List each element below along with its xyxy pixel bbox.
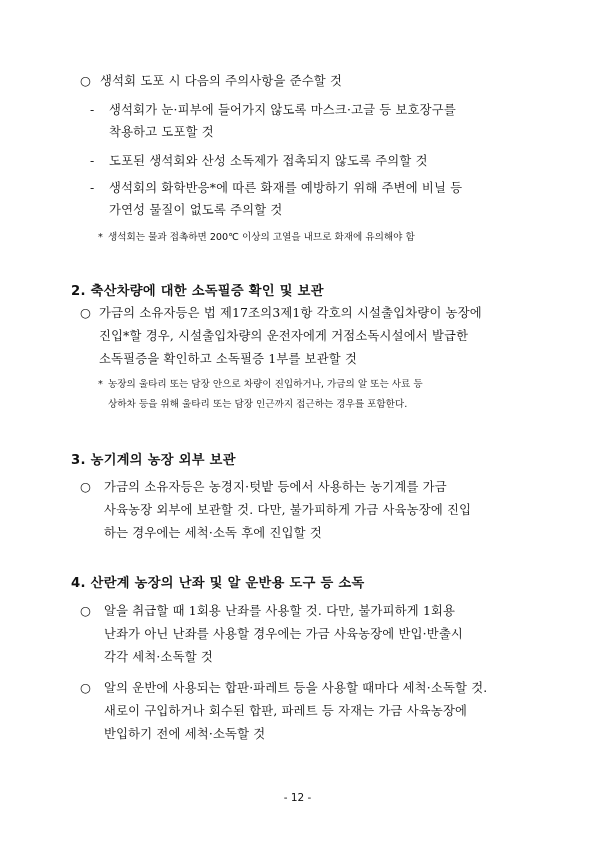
section4-item2-line3: 반입하기 전에 세척·소독할 것 [104,727,266,741]
section2-item-line3: 소독필증을 확인하고 소독필증 1부를 보관할 것 [99,352,358,366]
section4-item1-line2: 난좌가 아닌 난좌를 사용할 경우에는 가금 사육농장에 반입·반출시 [104,627,463,641]
section4-item1-line1: 알을 취급할 때 1회용 난좌를 사용할 것. 다만, 불가피하게 1회용 [104,604,456,618]
intro-sub3-line1: 생석회의 화학반응*에 따른 화재를 예방하기 위해 주변에 비닐 등 [109,181,463,195]
section4-item2-line2: 새로이 구입하거나 회수된 합판, 파레트 등 자재는 가금 사육농장에 [104,704,468,718]
dash-bullet: - [90,180,95,195]
circle-bullet: ○ [80,680,91,695]
dash-bullet: - [90,153,95,168]
section-heading-2: 2. 축산차량에 대한 소독필증 확인 및 보관 [71,284,324,299]
intro-note: 생석회는 물과 접촉하면 200℃ 이상의 고열을 내므로 화재에 유의해야 함 [108,232,415,243]
section2-note-line1: 농장의 울타리 또는 담장 안으로 차량이 진입하거나, 가금의 알 또는 사료 등 [108,379,423,390]
circle-bullet: ○ [80,305,91,320]
section2-note-line2: 상하차 등을 위해 울타리 또는 담장 인근까지 접근하는 경우를 포함한다. [108,399,408,410]
circle-bullet: ○ [80,73,91,88]
star-mark: * [98,232,103,243]
section-heading-3: 3. 농기계의 농장 외부 보관 [71,453,236,468]
section3-item-line3: 하는 경우에는 세척·소독 후에 진입할 것 [104,526,322,540]
section4-item1-line3: 각각 세척·소독할 것 [104,650,213,664]
page-number: - 12 - [283,792,312,804]
section-heading-4: 4. 산란계 농장의 난좌 및 알 운반용 도구 등 소독 [71,576,365,591]
circle-bullet: ○ [80,479,91,494]
star-mark: * [98,379,103,390]
section2-item-line1: 가금의 소유자등은 법 제17조의3제1항 각호의 시설출입차량이 농장에 [99,306,482,320]
circle-bullet: ○ [80,603,91,618]
section3-item-line2: 사육농장 외부에 보관할 것. 다만, 불가피하게 가금 사육농장에 진입 [104,503,472,517]
intro-sub1-line2: 착용하고 도포할 것 [109,125,214,139]
intro-sub1-line1: 생석회가 눈·피부에 들어가지 않도록 마스크·고글 등 보호장구를 [109,103,456,117]
intro-sub2: 도포된 생석회와 산성 소독제가 접촉되지 않도록 주의할 것 [109,154,428,168]
intro-item: 생석회 도포 시 다음의 주의사항을 준수할 것 [100,74,343,88]
section3-item-line1: 가금의 소유자등은 농경지·텃밭 등에서 사용하는 농기계를 가금 [104,480,447,494]
dash-bullet: - [90,102,95,117]
section4-item2-line1: 알의 운반에 사용되는 합판·파레트 등을 사용할 때마다 세척·소독할 것. [104,681,488,695]
section2-item-line2: 진입*할 경우, 시설출입차량의 운전자에게 거점소독시설에서 발급한 [99,329,469,343]
intro-sub3-line2: 가연성 물질이 없도록 주의할 것 [109,203,283,217]
